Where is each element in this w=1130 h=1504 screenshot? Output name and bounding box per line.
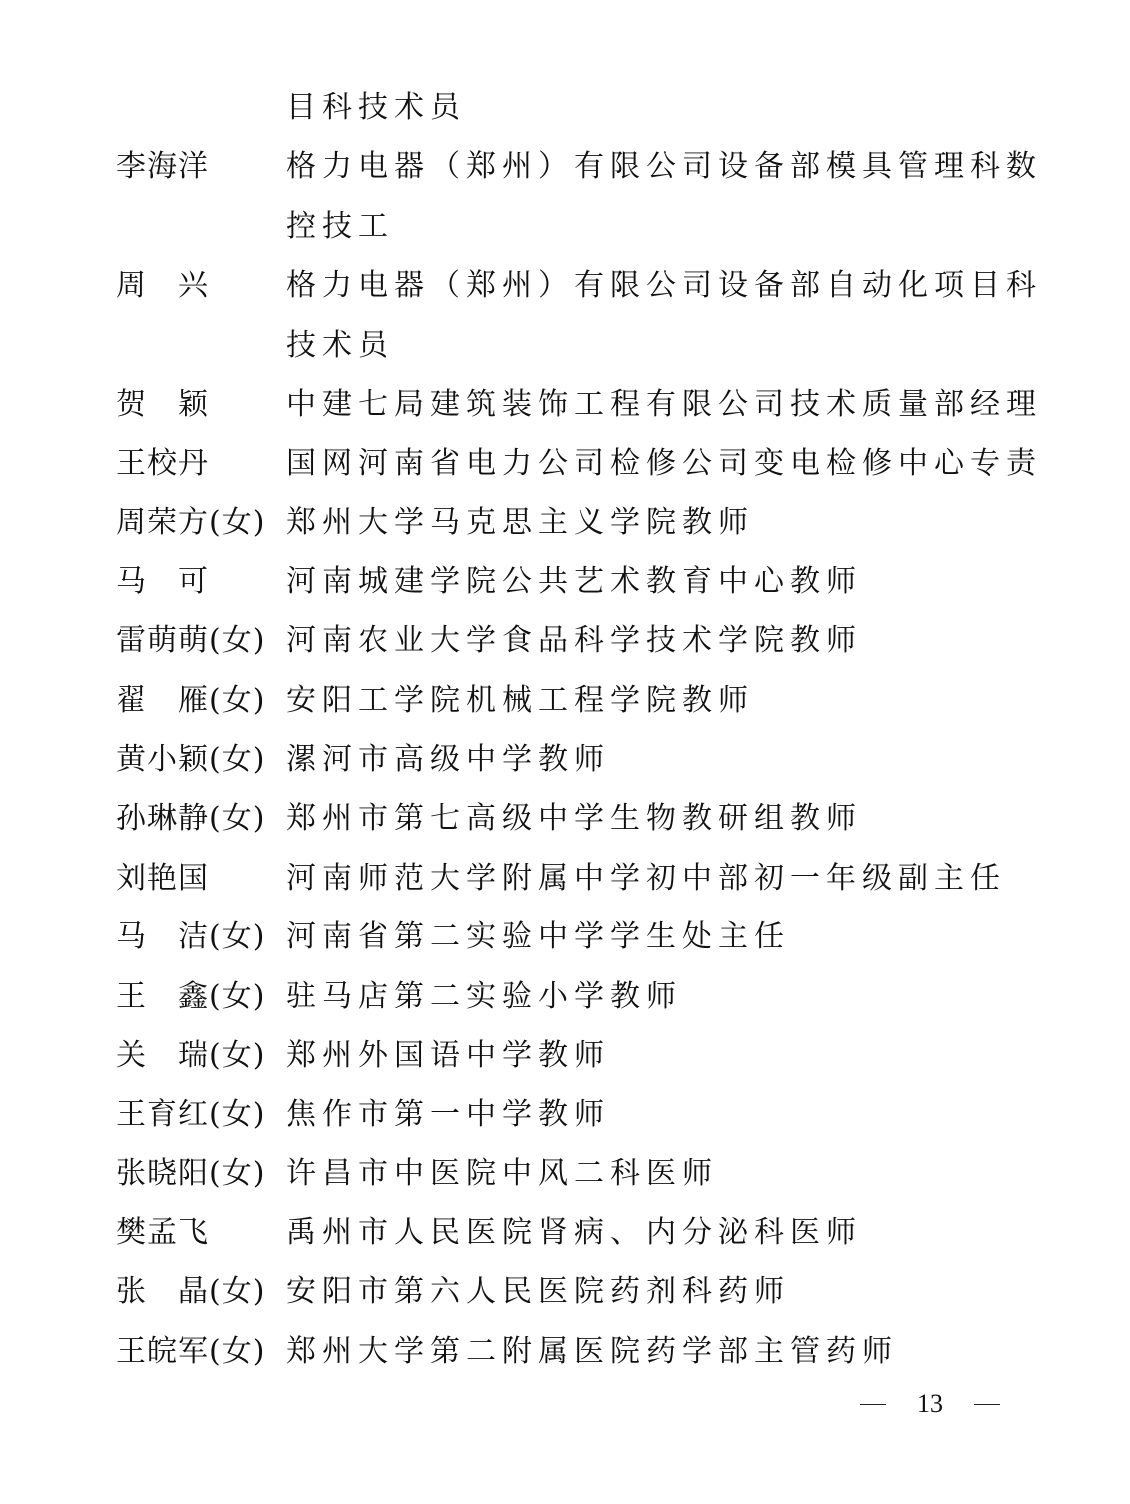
list-entry xyxy=(0,967,1130,1027)
list-entry xyxy=(0,1322,1130,1382)
entry-description xyxy=(286,256,1042,376)
entry-description-line: 许昌市中医院中风二科医师 xyxy=(286,1156,718,1191)
entry-name: 王 鑫(女) xyxy=(116,979,266,1014)
entry-name: 张 晶(女) xyxy=(116,1274,266,1309)
entry-description xyxy=(286,552,1002,612)
entry-description-line: 目科技术员 xyxy=(286,90,466,125)
entry-description xyxy=(286,907,1002,967)
entry-description xyxy=(286,493,1002,553)
entry-name: 周 兴 xyxy=(116,268,209,303)
list-entry xyxy=(0,730,1130,790)
entry-description xyxy=(286,1322,1002,1382)
entry-name: 张晓阳(女) xyxy=(116,1156,266,1191)
entry-description-line: 格力电器（郑州）有限公司设备部自动化项目科 xyxy=(286,268,1042,303)
entry-name: 孙琳静(女) xyxy=(116,801,266,836)
entry-description-line: 技术员 xyxy=(286,328,394,363)
entry-description xyxy=(286,375,1042,435)
entry-description xyxy=(286,1203,1002,1263)
entry-description-line: 焦作市第一中学教师 xyxy=(286,1097,610,1132)
list-entry xyxy=(0,1144,1130,1204)
entry-description-line: 河南省第二实验中学学生处主任 xyxy=(286,919,790,954)
entry-description xyxy=(286,1144,1002,1204)
entry-description-line: 中建七局建筑装饰工程有限公司技术质量部经理 xyxy=(286,387,1042,422)
list-entry xyxy=(0,552,1130,612)
entry-description-line: 漯河市高级中学教师 xyxy=(286,742,610,777)
entry-name: 雷萌萌(女) xyxy=(116,623,266,658)
entry-name: 关 瑞(女) xyxy=(116,1038,266,1073)
entry-description xyxy=(286,611,1002,671)
entry-description-line: 安阳工学院机械工程学院教师 xyxy=(286,683,754,718)
footer-dash-left xyxy=(860,1404,886,1405)
entry-name: 马 可 xyxy=(116,564,209,599)
entry-name: 樊孟飞 xyxy=(116,1215,209,1250)
list-entry xyxy=(0,611,1130,671)
entry-description-line: 驻马店第二实验小学教师 xyxy=(286,979,682,1014)
list-entry xyxy=(0,78,1130,138)
entry-name: 李海洋 xyxy=(116,149,209,184)
list-entry xyxy=(0,789,1130,849)
list-entry xyxy=(0,493,1130,553)
list-entry xyxy=(0,849,1130,909)
list-entry xyxy=(0,1262,1130,1322)
entry-description-line: 河南师范大学附属中学初中部初一年级副主任 xyxy=(286,861,1006,896)
page-footer xyxy=(860,1384,1000,1424)
list-entry xyxy=(0,907,1130,967)
entry-description xyxy=(286,434,1042,494)
entry-description xyxy=(286,671,1002,731)
entry-description-line: 安阳市第六人民医院药剂科药师 xyxy=(286,1274,790,1309)
entry-description-line: 河南城建学院公共艺术教育中心教师 xyxy=(286,564,862,599)
entry-description xyxy=(286,730,1002,790)
footer-dash-right xyxy=(974,1404,1000,1405)
list-entry xyxy=(0,256,1130,376)
entry-name: 刘艳国 xyxy=(116,861,209,896)
list-entry xyxy=(0,1203,1130,1263)
entry-name: 马 洁(女) xyxy=(116,919,266,954)
entry-description xyxy=(286,1085,1002,1145)
list-entry xyxy=(0,434,1130,494)
list-entry xyxy=(0,671,1130,731)
list-entry xyxy=(0,137,1130,257)
entry-description xyxy=(286,849,1006,909)
entry-description-line: 河南农业大学食品科学技术学院教师 xyxy=(286,623,862,658)
entry-description-line: 郑州大学第二附属医院药学部主管药师 xyxy=(286,1334,898,1369)
entry-description-line: 郑州外国语中学教师 xyxy=(286,1038,610,1073)
entry-description xyxy=(286,967,1002,1027)
entry-description-line: 控技工 xyxy=(286,209,394,244)
entry-description xyxy=(286,1026,1002,1086)
entry-name xyxy=(116,78,284,138)
entry-name: 翟 雁(女) xyxy=(116,683,266,718)
entry-name: 王育红(女) xyxy=(116,1097,266,1132)
entry-description xyxy=(286,78,1002,138)
list-entry xyxy=(0,1026,1130,1086)
entry-description-line: 国网河南省电力公司检修公司变电检修中心专责 xyxy=(286,446,1042,481)
entry-description xyxy=(286,1262,1002,1322)
entry-name: 周荣方(女) xyxy=(116,505,266,540)
list-entry xyxy=(0,375,1130,435)
entry-description xyxy=(286,137,1042,257)
entry-name: 贺 颖 xyxy=(116,387,209,422)
entry-description xyxy=(286,789,1002,849)
entry-name: 王皖军(女) xyxy=(116,1334,266,1369)
entry-description-line: 禹州市人民医院肾病、内分泌科医师 xyxy=(286,1215,862,1250)
entry-name: 黄小颖(女) xyxy=(116,742,266,777)
entry-name: 王校丹 xyxy=(116,446,209,481)
entry-description-line: 格力电器（郑州）有限公司设备部模具管理科数 xyxy=(286,149,1042,184)
page-number: 13 xyxy=(917,1389,943,1418)
entry-description-line: 郑州大学马克思主义学院教师 xyxy=(286,505,754,540)
entry-description-line: 郑州市第七高级中学生物教研组教师 xyxy=(286,801,862,836)
list-entry xyxy=(0,1085,1130,1145)
